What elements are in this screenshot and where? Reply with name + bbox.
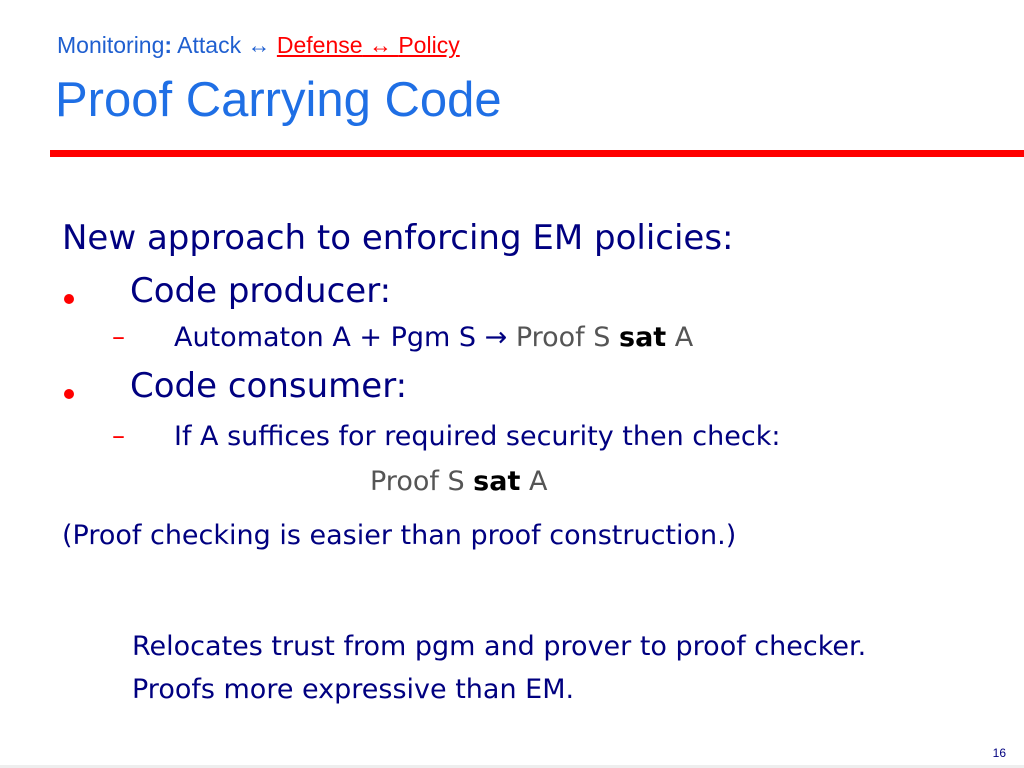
breadcrumb-monitoring: Monitoring <box>57 32 165 58</box>
page-number: 16 <box>992 746 1006 760</box>
title-divider <box>50 150 1024 157</box>
producer-detail-prefix: Automaton A + Pgm S <box>174 322 485 353</box>
breadcrumb-policy: Policy <box>398 32 460 58</box>
closing-line-2: Proofs more expressive than EM. <box>132 674 575 705</box>
bullet-dot-icon <box>64 294 74 304</box>
producer-proof <box>507 322 693 353</box>
consumer-proof <box>370 466 547 497</box>
breadcrumb-defense: Defense <box>276 32 363 58</box>
note-text: (Proof checking is easier than proof construction.) <box>62 520 737 551</box>
producer-proof-text: Proof S <box>507 322 619 353</box>
consumer-detail: If A suffices for required security then check: <box>174 421 781 452</box>
dash-icon: – <box>112 322 125 352</box>
consumer-label: Code consumer: <box>130 366 408 406</box>
consumer-proof-suffix: A <box>520 466 548 497</box>
intro-text: New approach to enforcing EM policies: <box>62 218 734 258</box>
breadcrumb-defense-policy-link[interactable] <box>277 32 460 58</box>
producer-label: Code producer: <box>130 271 392 311</box>
breadcrumb <box>57 32 460 59</box>
producer-sat: sat <box>619 322 667 353</box>
dash-icon: – <box>112 421 125 451</box>
double-arrow-icon: ↔ <box>247 32 271 58</box>
consumer-sat: sat <box>473 466 521 497</box>
bullet-dot-icon <box>64 389 74 399</box>
producer-detail <box>174 322 693 353</box>
breadcrumb-colon: : <box>164 32 173 58</box>
slide-title: Proof Carrying Code <box>55 73 502 127</box>
right-arrow-icon: → <box>484 322 508 353</box>
breadcrumb-attack: Attack <box>172 32 248 58</box>
closing-line-1: Relocates trust from pgm and prover to proof checker. <box>132 631 867 662</box>
producer-proof-suffix: A <box>666 322 694 353</box>
double-arrow-icon: ↔ <box>362 32 399 58</box>
consumer-proof-text: Proof S <box>370 466 474 497</box>
